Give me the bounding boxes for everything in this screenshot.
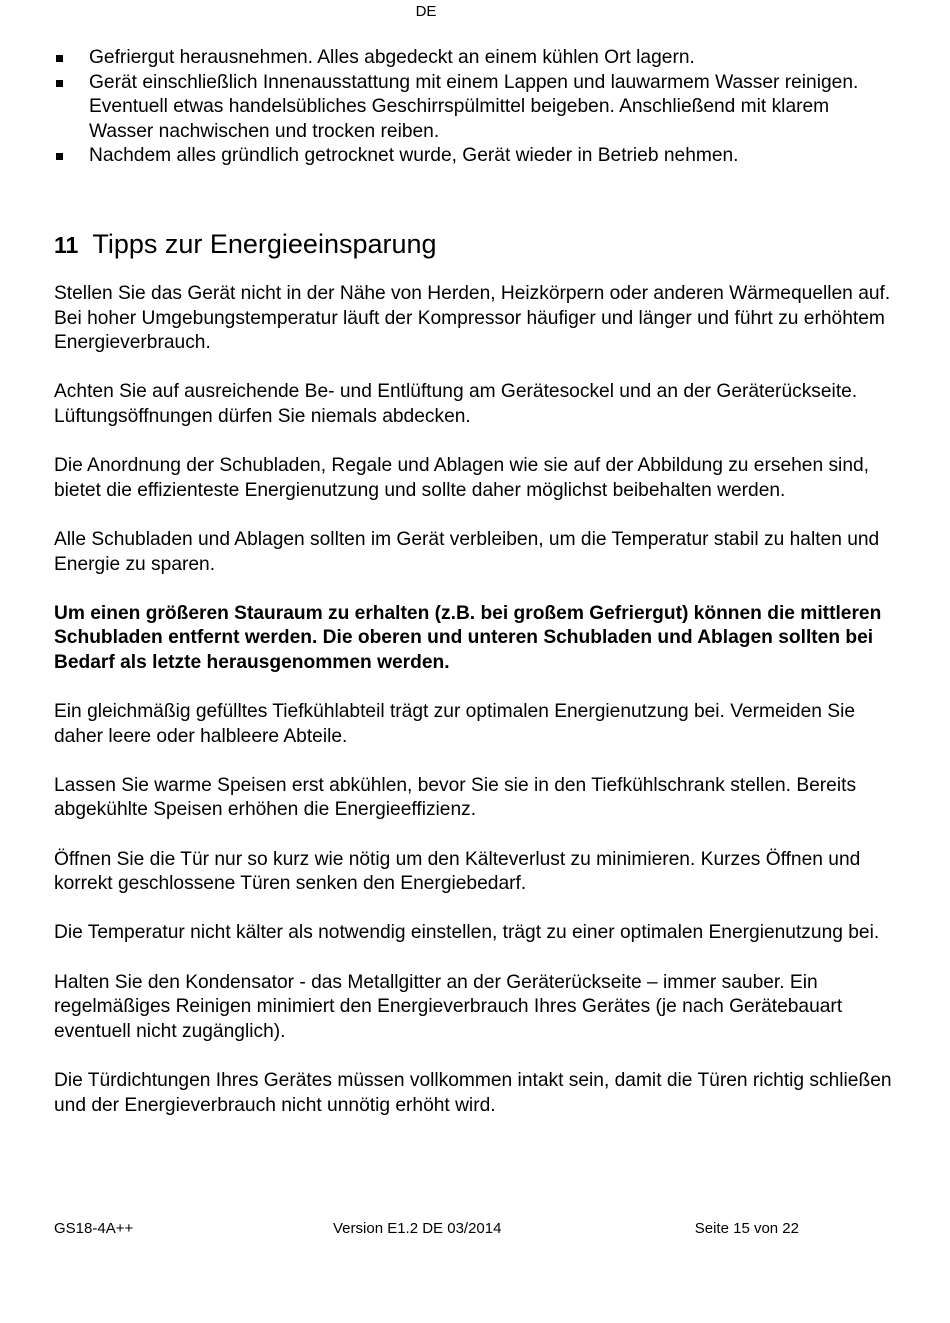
footer-model: GS18-4A++ (54, 1220, 134, 1237)
section-title: Tipps zur Energieeinsparung (92, 228, 437, 259)
square-bullet-icon (56, 80, 63, 87)
language-label: DE (415, 3, 437, 20)
paragraph: Die Türdichtungen Ihres Gerätes müssen vollkommen intakt sein, damit die Türen richtig schließen und der Energieverbrauch nicht unnötig erhöht wird. (54, 1069, 892, 1116)
paragraph: Die Anordnung der Schubladen, Regale und Ablagen wie sie auf der Abbildung zu ersehen sind, bietet die effizienteste Energienutzung und sollte daher möglichst beibehalten werden. (54, 455, 869, 501)
cleaning-steps-list (54, 46, 894, 169)
section-number: 11 (54, 231, 79, 258)
page-content (54, 46, 894, 1118)
paragraph: Öffnen Sie die Tür nur so kurz wie nötig um den Kälteverlust zu minimieren. Kurzes Öffnen und korrekt geschlossene Türen senken den Energiebedarf. (54, 848, 861, 895)
paragraph: Alle Schubladen und Ablagen sollten im Gerät verbleiben, um die Temperatur stabil zu halten und Energie zu sparen. (54, 528, 880, 575)
paragraph: Die Temperatur nicht kälter als notwendig einstellen, trägt zu einer optimalen Energienutzung bei. (54, 922, 880, 944)
square-bullet-icon (56, 55, 63, 62)
paragraph: Achten Sie auf ausreichende Be- und Entlüftung am Gerätesockel und an der Geräterückseite. Lüftungsöffnungen dürfen Sie niemals abdecken. (54, 381, 858, 427)
paragraph: Lassen Sie warme Speisen erst abkühlen, bevor Sie sie in den Tiefkühlschrank stellen. Bereits abgekühlte Speisen erhöhen die Energieeffizienz. (54, 774, 857, 821)
list-item-text: Gefriergut herausnehmen. Alles abgedeckt an einem kühlen Ort lagern. (89, 47, 695, 68)
paragraph-bold-note: Um einen größeren Stauraum zu erhalten (z.B. bei großem Gefriergut) können die mittleren Schubladen entfernt werden. Die oberen und unteren Schubladen und Ablagen sollten bei Bedarf als letzte herausgenommen werden. (54, 602, 882, 673)
list-item-text: Gerät einschließlich Innenausstattung mit einem Lappen und lauwarmem Wasser reinigen. Eventuell etwas handelsübliches Geschirrspülmittel beigeben. Anschließend mit klarem Wasser nachwischen und trocken reiben. (89, 71, 859, 142)
list-item (54, 144, 894, 169)
list-item (54, 46, 894, 71)
footer-version: Version E1.2 DE 03/2014 (333, 1220, 502, 1237)
paragraph: Halten Sie den Kondensator - das Metallgitter an der Geräterückseite – immer sauber. Ein regelmäßiges Reinigen minimiert den Energieverbrauch Ihres Gerätes (je nach Gerätebauart eventuell nicht zugänglich). (54, 971, 843, 1042)
section-heading (54, 227, 894, 262)
square-bullet-icon (56, 153, 63, 160)
paragraph: Ein gleichmäßig gefülltes Tiefkühlabteil trägt zur optimalen Energienutzung bei. Vermeiden Sie daher leere oder halbleere Abteile. (54, 701, 856, 747)
list-item (54, 71, 894, 145)
footer-page-number: Seite 15 von 22 (694, 1220, 799, 1237)
paragraph: Stellen Sie das Gerät nicht in der Nähe von Herden, Heizkörpern oder anderen Wärmequellen auf. Bei hoher Umgebungstemperatur läuft der Kompressor häufiger und länger und führt zu erhöhtem Energieverbrauch. (54, 282, 891, 354)
list-item-text: Nachdem alles gründlich getrocknet wurde, Gerät wieder in Betrieb nehmen. (89, 145, 739, 167)
